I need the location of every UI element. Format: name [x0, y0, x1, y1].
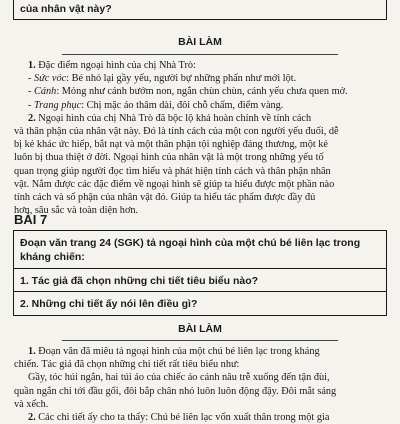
bullet-item: - Cánh: Mỏng như cánh bướm non, ngắn chùn chùn, cánh yếu chưa quen mở.	[28, 86, 348, 98]
answer-point-2	[14, 112, 386, 218]
exercise-title: BÀI 7	[14, 212, 48, 227]
prompt-line: Đoạn văn trang 24 (SGK) tả ngoại hình của một chú bé liên lạc trong	[20, 237, 361, 249]
text-line: Đoạn văn đã miêu tả ngoại hình của một chú bé liên lạc trong kháng	[35, 346, 320, 357]
bullet-label: Trang phục	[34, 99, 82, 111]
text-line: quần ngắn chỉ tới đầu gối, đôi bắp chân nhỏ luôn luôn động đậy. Đôi mắt sáng	[14, 385, 337, 397]
answer-point-2	[14, 411, 386, 424]
point-number: 1.	[28, 346, 36, 357]
exercise-question-box	[13, 268, 387, 292]
answer-2-body	[14, 345, 386, 424]
bullet-text: : Chị mặc áo thâm dài, đôi chỗ chấm, điểm vàng.	[81, 99, 284, 111]
text-line: tính cách và số phận của nhân vật đó. Giúp ta hiểu tác phẩm được đầy đủ	[14, 192, 316, 204]
text-line: và thân phận của nhân vật này. Đó là tính cách của một con người yếu đuối, dễ	[14, 126, 339, 138]
question-2: 2. Những chi tiết ấy nói lên điều gì?	[20, 298, 198, 310]
prompt-line: kháng chiến:	[20, 251, 85, 263]
answer-point-1	[14, 59, 386, 72]
bullet-label: Sức vóc	[34, 73, 67, 85]
question-1: 1. Tác giả đã chọn những chi tiết tiêu biểu nào?	[20, 275, 259, 287]
text-line: và xếch.	[14, 398, 49, 410]
answer-1-body	[14, 59, 386, 217]
divider	[62, 340, 338, 341]
answer-heading: BÀI LÀM	[178, 36, 222, 48]
bullet-text: : Bé nhỏ lại gầy yếu, người bự những phấn như mới lột.	[66, 73, 297, 85]
question-box-top	[13, 0, 387, 20]
point-text: Đặc điểm ngoại hình của chị Nhà Trò:	[35, 60, 196, 71]
point-number: 1.	[28, 60, 36, 71]
detail-paragraph	[14, 371, 386, 411]
text-line: chiến. Tác giả đã chọn những chi tiết rất tiêu biểu như:	[14, 359, 240, 371]
text-line: Gầy, tóc húi ngắn, hai túi áo của chiếc áo cánh nâu trễ xuống đến tận đùi,	[28, 372, 330, 384]
text-line: Các chi tiết ấy cho ta thấy: Chú bé liên lạc vốn xuất thân trong một gia	[35, 412, 330, 424]
answer-heading: BÀI LÀM	[178, 323, 222, 335]
exercise-prompt-box	[13, 230, 387, 269]
bullet-text: : Mỏng như cánh bướm non, ngắn chùn chùn, cánh yếu chưa quen mở.	[56, 86, 348, 98]
bullet-item: - Sức vóc: Bé nhỏ lại gầy yếu, người bự những phấn như mới lột.	[28, 73, 297, 85]
text-line: vật. Nắm được các đặc điểm về ngoại hình sẽ giúp ta hiểu được một phần nào	[14, 178, 335, 190]
point-number: 2.	[28, 112, 36, 124]
exercise-question-box	[13, 291, 387, 316]
text-line: bị kẻ khác ức hiếp, bắt nạt và một thân phận tội nghiệp đáng thương, một kẻ	[14, 139, 328, 151]
bullet-item: - Trang phục: Chị mặc áo thâm dài, đôi chỗ chấm, điểm vàng.	[28, 99, 284, 111]
answer-point-1	[14, 345, 386, 371]
bullet-label: Cánh	[34, 86, 57, 98]
text-line: hơn, sâu sắc và toàn diện hơn.	[14, 205, 139, 217]
text-line: Ngoại hình của chị Nhà Trò đã bộc lộ khá hoàn chỉnh về tính cách	[35, 112, 312, 124]
point-number: 2.	[28, 412, 36, 424]
divider	[62, 54, 338, 55]
text-line: luôn bị thua thiệt ở đời. Ngoại hình của nhân vật là một trong những yếu tố	[14, 152, 324, 164]
question-text: của nhân vật này?	[20, 3, 112, 15]
text-line: quan trọng giúp người đọc tìm hiểu và phát hiện tính cách và thân phận nhân	[14, 165, 331, 177]
